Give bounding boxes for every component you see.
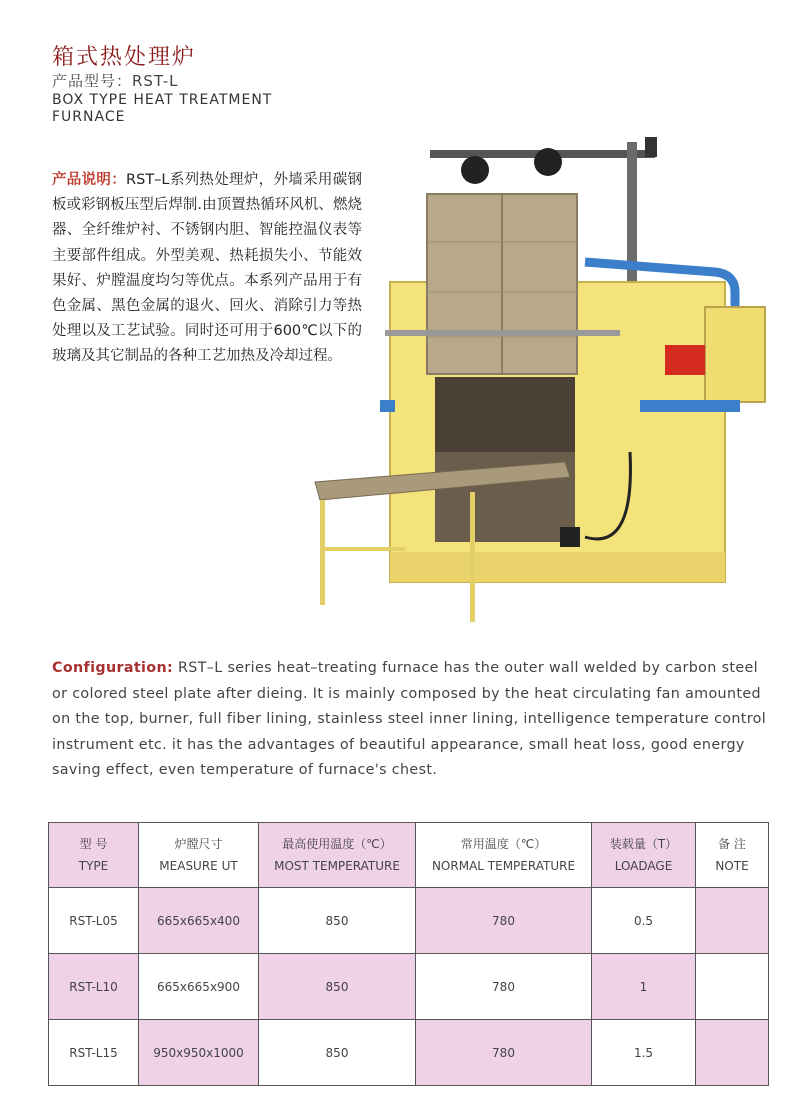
description-text: RST–L系列热处理炉，外墙采用碳钢板或彩钢板压型后焊制.由顶置热循环风机、燃烧器、全纤维炉衬、不锈钢内胆、智能控温仪表等主要部件组成。外型美观、热耗损失小、节能效果好、炉膛温度均匀等优点。本系列产品用于有色金属、黑色金属的退火、回火、消除引力等热处理以及工艺试验。同时还可用于600℃以下的玻璃及其它制品的各种工艺加热及冷却过程。 bbox=[52, 172, 363, 365]
page-title: 箱式热处理炉 bbox=[52, 45, 197, 70]
cell-loadage: 1 bbox=[592, 954, 696, 1020]
cell-loadage: 0.5 bbox=[592, 888, 696, 954]
cell-measure: 665x665x900 bbox=[139, 954, 259, 1020]
burner-unit bbox=[665, 345, 705, 375]
cell-type: RST-L10 bbox=[49, 954, 139, 1020]
cell-most-temperature: 850 bbox=[259, 954, 416, 1020]
configuration-label: Configuration: bbox=[52, 660, 174, 676]
furnace-photo bbox=[305, 132, 785, 642]
cell-type: RST-L15 bbox=[49, 1020, 139, 1086]
header-loadage: 装载量（T） LOADAGE bbox=[592, 823, 696, 888]
cell-loadage: 1.5 bbox=[592, 1020, 696, 1086]
english-title-line-1: BOX TYPE HEAT TREATMENT bbox=[52, 92, 273, 108]
model-number: 产品型号：RST-L bbox=[52, 72, 179, 90]
cell-measure: 665x665x400 bbox=[139, 888, 259, 954]
table-header-row bbox=[49, 823, 769, 888]
cell-normal-temperature: 780 bbox=[416, 954, 592, 1020]
english-title bbox=[52, 92, 292, 126]
table-row bbox=[49, 1020, 769, 1086]
cell-normal-temperature: 780 bbox=[416, 888, 592, 954]
pulley-left bbox=[461, 156, 489, 184]
cell-most-temperature: 850 bbox=[259, 1020, 416, 1086]
header-note: 备 注 NOTE bbox=[696, 823, 769, 888]
table-row bbox=[49, 888, 769, 954]
control-cabinet bbox=[705, 307, 765, 402]
pulley-right bbox=[534, 148, 562, 176]
cell-normal-temperature: 780 bbox=[416, 1020, 592, 1086]
header-type: 型 号 TYPE bbox=[49, 823, 139, 888]
header-most-temperature: 最高使用温度（℃） MOST TEMPERATURE bbox=[259, 823, 416, 888]
english-title-line-2: FURNACE bbox=[52, 109, 126, 125]
spec-table bbox=[48, 822, 769, 1086]
handle-bar bbox=[385, 330, 620, 336]
table-row bbox=[49, 954, 769, 1020]
cell-note bbox=[696, 1020, 769, 1086]
cell-most-temperature: 850 bbox=[259, 888, 416, 954]
cell-note bbox=[696, 954, 769, 1020]
description-label: 产品说明： bbox=[52, 172, 127, 188]
header-normal-temperature: 常用温度（℃） NORMAL TEMPERATURE bbox=[416, 823, 592, 888]
configuration-text: RST–L series heat–treating furnace has the outer wall welded by carbon steel or colored steel plate after dieing. It is mainly composed by the heat circulating fan amounted on the top, burner, full fiber lining, stainless steel inner lining, intelligence temperature control instrument etc. it has the advantages of beautiful appearance, small heat loss, good energy saving effect, even temperature of furnace's chest. bbox=[52, 660, 767, 778]
header-measure: 炉膛尺寸 MEASURE UT bbox=[139, 823, 259, 888]
cell-note bbox=[696, 888, 769, 954]
cell-type: RST-L05 bbox=[49, 888, 139, 954]
cell-measure: 950x950x1000 bbox=[139, 1020, 259, 1086]
configuration-paragraph bbox=[52, 656, 772, 784]
